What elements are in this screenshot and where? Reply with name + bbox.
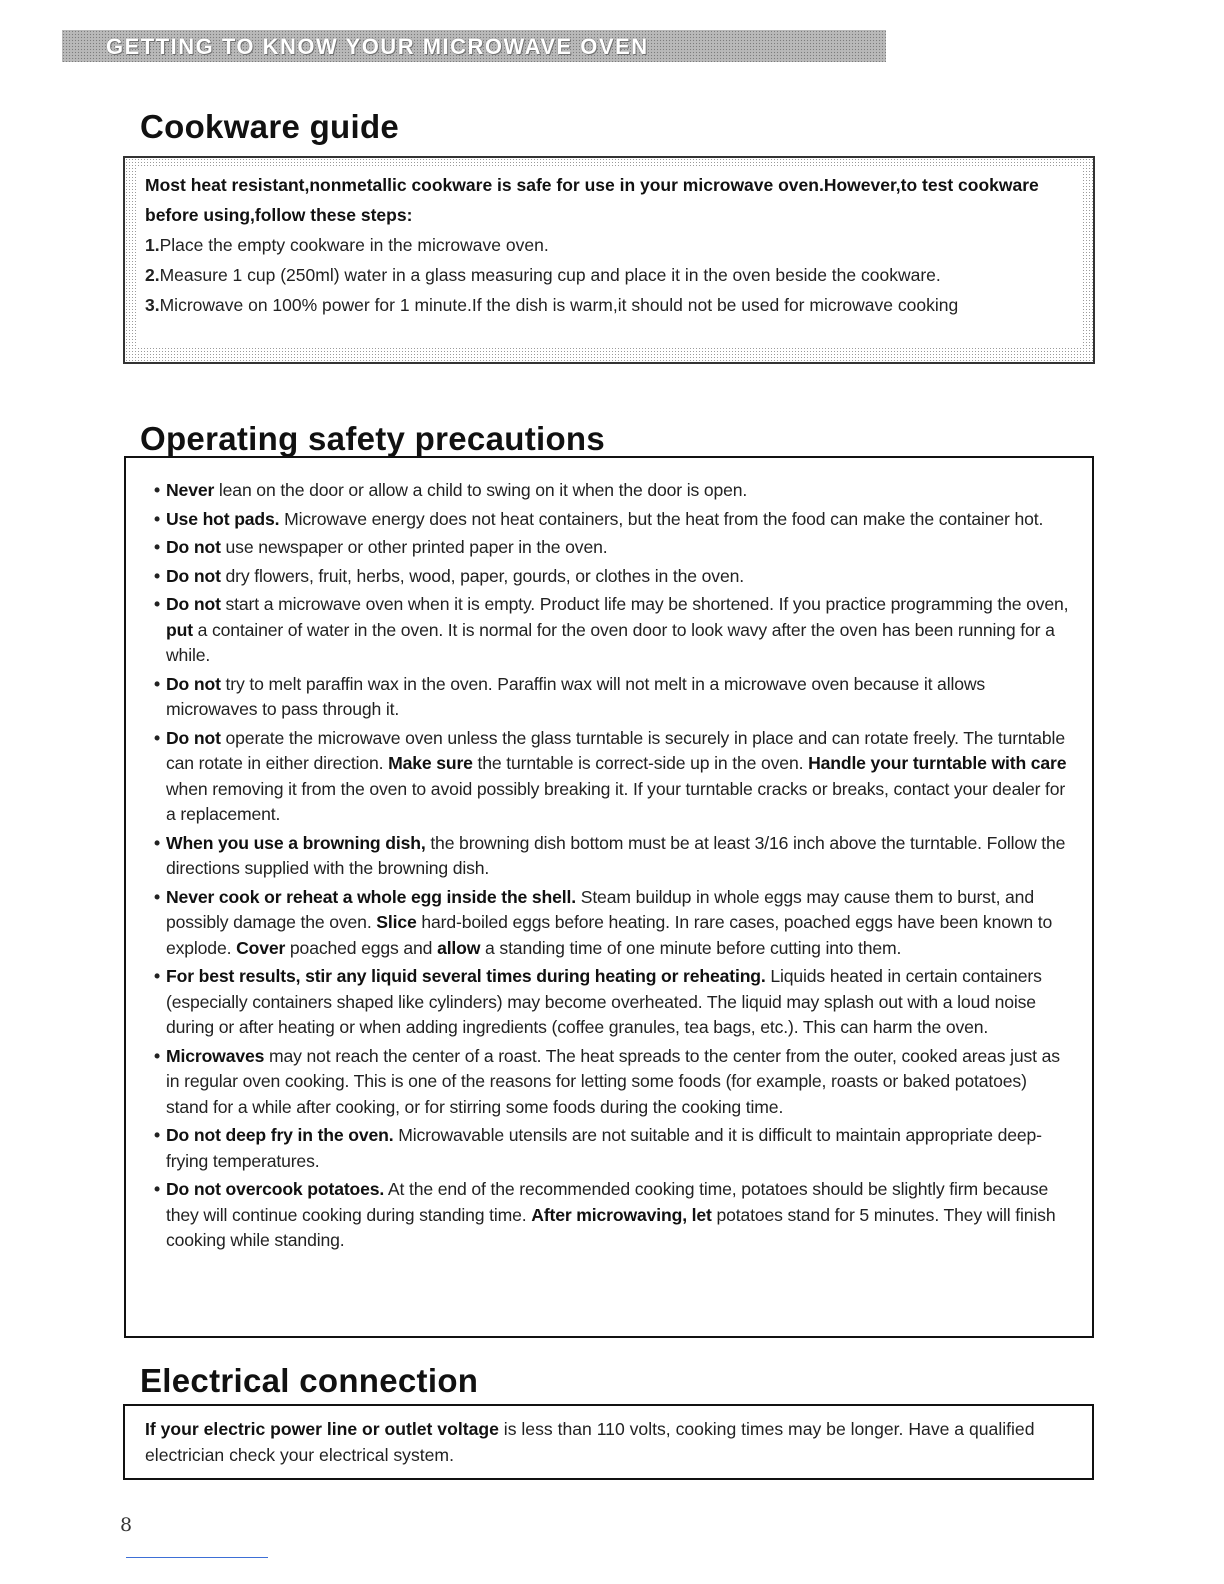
safety-item-text: may not reach the center of a roast. The heat spreads to the center from the outer, cooked areas just as in regular oven cooking. This is one of the reasons for letting some foods (for example, roasts or baked potatoes) stand for a while after cooking, or for stirring some foods during the cooking time. [166,1045,1060,1117]
safety-item-text: a container of water in the oven. It is normal for the oven door to look wavy after the oven has been running for a while. [166,619,1055,665]
safety-item-text: At the end of the recommended cooking time, potatoes should be slightly firm because they will continue cooking during standing time. [166,1179,1049,1225]
step-text: Microwave on 100% power for 1 minute.If the dish is warm,it should not be used for microwave cooking [159,295,959,315]
section-banner-text: GETTING TO KNOW YOUR MICROWAVE OVEN [106,34,649,59]
cookware-guide-lead: Most heat resistant,nonmetallic cookware is safe for use in your microwave oven.However,to test cookware before using,follow these steps: [145,175,1039,225]
safety-item-text: the turntable is correct-side up in the oven. [472,753,809,773]
step-text: Place the empty cookware in the microwave oven. [159,235,549,255]
electrical-connection-body: is less than 110 volts, cooking times may be longer. Have a qualified electrician check your electrical system. [145,1419,1035,1465]
safety-item-emphasis: Do not [166,565,221,586]
cookware-step [145,230,1073,260]
safety-item-text: dry flowers, fruit, herbs, wood, paper, gourds, or clothes in the oven. [220,565,744,586]
safety-item-emphasis: Do not deep fry in the oven. [166,1125,394,1145]
safety-item-emphasis: put [166,619,193,640]
safety-item-text: potatoes stand for 5 minutes. They will finish cooking while standing. [166,1204,1056,1250]
safety-item-text: Microwavable utensils are not suitable and it is difficult to maintain appropriate deep-frying temperatures. [166,1125,1042,1171]
cookware-guide-box [123,156,1095,364]
step-number: 2. [145,265,160,285]
safety-item-emphasis: allow [437,937,481,958]
safety-item [154,831,1072,882]
safety-item [154,672,1072,723]
safety-item-text: a standing time of one minute before cutting into them. [480,937,902,958]
cookware-step [145,290,1073,320]
safety-item-emphasis: Do not [166,673,221,694]
safety-item-emphasis: For best results, stir any liquid several times during heating or reheating. [166,966,766,986]
safety-item-emphasis: Do not [166,594,221,614]
safety-item-text: try to melt paraffin wax in the oven. Paraffin wax will not melt in a microwave oven because it allows microwaves to pass through it. [166,673,986,719]
cookware-guide-title: Cookware guide [140,108,400,145]
safety-item-emphasis: Do not overcook potatoes. [166,1179,385,1199]
safety-item-emphasis: Cover [236,937,286,958]
safety-item-text: lean on the door or allow a child to swing on it when the door is open. [214,480,748,500]
safety-item-text: Steam buildup in whole eggs may cause them to burst, and possibly damage the oven. [166,886,1034,932]
safety-item [154,478,1072,504]
safety-item-emphasis: Use hot pads. [166,508,280,529]
safety-item-emphasis: Never cook or reheat a whole egg inside the shell. [166,886,576,907]
safety-precautions-list [154,478,1072,1254]
safety-item-emphasis: Do not [166,537,221,557]
safety-item-emphasis: After microwaving, let [531,1204,712,1225]
safety-item-text: use newspaper or other printed paper in the oven. [220,537,608,557]
safety-item-text: hard-boiled eggs before heating. In rare cases, poached eggs have been known to explode. [166,912,1053,958]
safety-item-emphasis: Never [166,480,215,500]
safety-item-emphasis: Make sure [388,753,473,773]
cookware-step [145,260,1073,290]
safety-item-text: the browning dish bottom must be at least 3/16 inch above the turntable. Follow the directions supplied with the browning dish. [166,832,1066,878]
safety-item-text: Liquids heated in certain containers (especially containers shaped like cylinders) may become overheated. The liquid may splash out with a loud noise during or after heating or when adding ingredients (coffee granules, tea bags, etc.). This can harm the oven. [166,966,1042,1037]
safety-item [154,885,1072,962]
safety-item [154,726,1072,828]
safety-item-emphasis: Handle your turntable with care [808,753,1067,773]
electrical-connection-box [123,1404,1094,1480]
safety-item [154,964,1072,1041]
safety-item [154,564,1072,590]
safety-item-emphasis: When you use a browning dish, [166,832,426,853]
safety-item [154,1123,1072,1174]
safety-item-text: operate the microwave oven unless the glass turntable is securely in place and can rotate freely. The turntable can rotate in either direction. [166,727,1065,773]
footer-rule [126,1557,268,1558]
electrical-connection-lead: If your electric power line or outlet voltage [145,1419,499,1439]
safety-precautions-title: Operating safety precautions [140,420,606,457]
safety-item-emphasis: Slice [376,912,417,932]
safety-item [154,1044,1072,1121]
safety-item [154,1177,1072,1254]
safety-item-text: start a microwave oven when it is empty. Product life may be shortened. If you practice programming the oven, [220,594,1069,614]
safety-item-text: when removing it from the oven to avoid possibly breaking it. If your turntable cracks or breaks, contact your dealer for a replacement. [166,778,1066,824]
safety-precautions-box [124,456,1094,1338]
step-text: Measure 1 cup (250ml) water in a glass measuring cup and place it in the oven beside the cookware. [159,265,941,285]
step-number: 1. [145,235,160,255]
safety-item [154,507,1072,533]
safety-item-text: poached eggs and [285,937,438,958]
safety-item [154,535,1072,561]
safety-item-text: Microwave energy does not heat containers, but the heat from the food can make the container hot. [279,508,1044,529]
electrical-connection-title: Electrical connection [140,1362,479,1399]
step-number: 3. [145,295,160,315]
page-number: 8 [120,1514,133,1536]
safety-item-emphasis: Do not [166,727,221,748]
safety-item [154,592,1072,669]
section-banner [62,30,886,62]
safety-item-emphasis: Microwaves [166,1045,265,1066]
electrical-connection-text [145,1416,1072,1468]
